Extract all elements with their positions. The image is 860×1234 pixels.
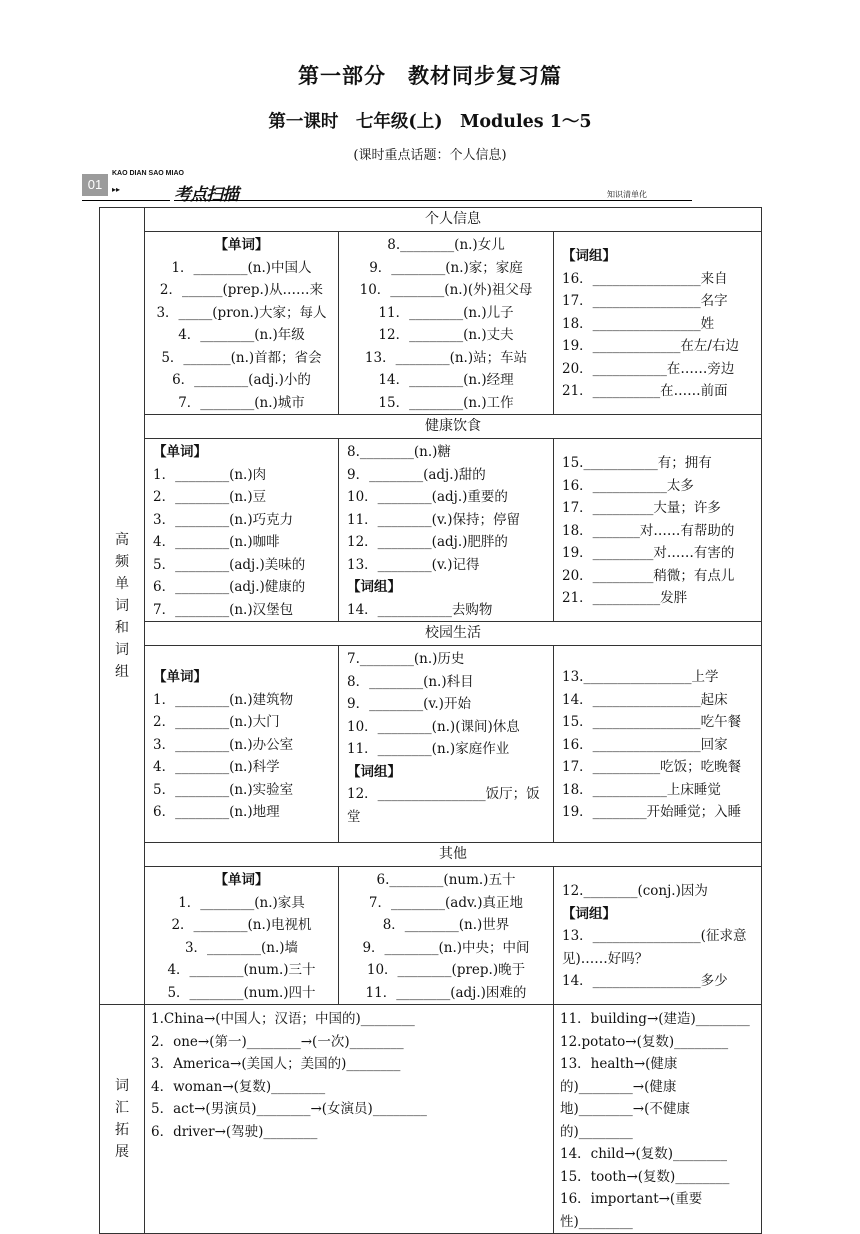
vocab-item: 20．___________在……旁边 [562,360,735,377]
vocab-item: 11．________(adj.)困难的 [365,984,527,1001]
expansion-item: 2．one→(第一)________→(一次)________ [151,1033,404,1050]
section-column [145,867,339,1005]
side-label-vocabulary-expansion: 词 汇 拓 展 [100,1005,145,1234]
vocab-item: 1．________(n.)家具 [178,894,305,911]
category-label: 【词组】 [347,579,401,595]
vocab-item: 19．_____________在左/右边 [562,338,739,355]
section-column [339,867,554,1005]
vocab-item: 3．________(n.)巧克力 [153,511,294,528]
vocab-item: 7.________(n.)历史 [347,651,465,667]
banner-divider [82,200,170,201]
vocab-item: 1．________(n.)中国人 [171,259,312,276]
vocab-item: 10．________(adj.)重要的 [347,489,508,505]
vocab-item: 5．________(n.)实验室 [153,781,294,798]
vocab-item: 9．________(v.)开始 [347,696,471,712]
section-heading: 个人信息 [145,208,762,232]
vocab-item: 16．________________回家 [562,736,728,753]
category-label: 【词组】 [347,763,401,780]
expansion-item: 5．act→(男演员)________→(女演员)________ [151,1101,427,1117]
category-label: 【单词】 [153,669,207,686]
section-banner [82,170,692,204]
vocab-item: 14．________________起床 [562,691,728,708]
vocab-item: 9．________(n.)中央；中间 [362,939,530,956]
banner-title: 考点扫描 [174,185,238,205]
vocab-item: 13．________(n.)站；车站 [364,349,528,366]
vocab-item: 4．________(n.)咖啡 [153,534,280,550]
vocab-item: 5．________(adj.)美味的 [153,556,306,573]
vocab-item: 11．________(n.)儿子 [378,304,514,321]
vocab-item: 15.___________有；拥有 [562,455,712,472]
section-heading: 其他 [145,843,762,867]
vocab-item: 8．________(n.)世界 [382,917,510,933]
side-label-high-frequency: 高 频 单 词 和 词 组 [100,208,145,1005]
vocab-item: 2．________(n.)大门 [153,714,280,731]
vocab-item: 12.________(conj.)因为 [562,883,708,900]
vocab-item: 1．________(n.)建筑物 [153,691,294,708]
banner-tag: 知识清单化 [607,190,647,199]
expansion-item: 16．important→(重要性)________ [560,1191,703,1230]
vocab-item: 2．________(n.)电视机 [171,917,312,933]
expansion-column-left [145,1005,554,1234]
vocab-item: 15．________(n.)工作 [378,394,514,411]
category-label: 【单词】 [214,872,269,888]
lesson-title: 第一课时 七年级(上) Modules 1～5 [268,112,592,132]
vocab-item: 5．________(num.)四十 [167,984,316,1001]
section-heading: 校园生活 [145,622,762,646]
section-heading: 健康饮食 [145,415,762,439]
vocab-item: 7．________(n.)城市 [178,394,305,411]
section-column [554,867,762,1005]
category-label: 【词组】 [562,248,616,265]
expansion-item: 13．health→(健康的)________→(健康地)________→(不健康的)________ [560,1056,690,1140]
vocab-item: 4．________(n.)科学 [153,759,280,776]
section-column [339,232,554,415]
vocab-item: 11．________(v.)保持；停留 [347,511,521,528]
expansion-item: 12.potato→(复数)________ [560,1033,729,1050]
vocab-item: 16．________________来自 [562,270,728,287]
vocabulary-table [99,207,762,1234]
section-column [145,646,339,843]
vocab-item: 13．________(v.)记得 [347,556,480,573]
vocab-item: 7．________(adv.)真正地 [368,894,524,911]
expansion-item: 4．woman→(复数)________ [151,1078,326,1095]
vocab-item: 14．________________多少 [562,973,728,990]
expansion-column-right [554,1005,762,1234]
expansion-item: 3．America→(美国人；美国的)________ [151,1056,401,1072]
vocab-item: 1．________(n.)肉 [153,466,267,483]
vocab-item: 18．________________姓 [562,315,715,332]
vocab-item: 15．________________吃午餐 [562,714,742,731]
page-title: 第一部分 教材同步复习篇 [298,63,562,88]
banner-pinyin: KAO DIAN SAO MIAO [112,170,184,177]
vocab-item: 16．___________太多 [562,477,694,494]
vocab-item: 11．________(n.)家庭作业 [347,741,510,757]
section-column [554,646,762,843]
vocab-item: 21．__________发胖 [562,590,688,607]
vocab-item: 13.________________上学 [562,669,719,686]
section-column [554,439,762,622]
vocab-item: 12．________(adj.)肥胖的 [347,534,508,550]
vocab-item: 14．________(n.)经理 [378,372,514,388]
vocab-item: 4．________(n.)年级 [178,327,305,343]
vocab-item: 8．________(n.)科目 [347,673,474,690]
vocab-item: 10．________(prep.)晚于 [366,962,526,978]
vocab-item: 13．________________(征求意见)……好吗？ [562,928,747,967]
vocab-item: 12．________(n.)丈夫 [378,327,514,343]
expansion-item: 14．child→(复数)________ [560,1146,728,1162]
vocab-item: 6．________(n.)地理 [153,804,280,821]
vocab-item: 17．__________吃饭；吃晚餐 [562,759,742,776]
vocab-item: 3．_____(pron.)大家；每人 [156,304,327,321]
vocab-item: 3．________(n.)办公室 [153,736,294,753]
category-label: 【单词】 [214,237,269,253]
vocab-item: 7．________(n.)汉堡包 [153,601,294,618]
topic-subtitle: (课时重点话题：个人信息) [353,148,507,163]
section-number: 01 [82,174,108,196]
vocab-item: 10．________(n.)(课间)休息 [347,718,520,735]
double-arrow-icon: ▸▸ [112,185,121,194]
expansion-item: 15．tooth→(复数)________ [560,1168,730,1185]
vocab-item: 5．_______(n.)首都；省会 [161,349,322,366]
vocab-item: 17．________________名字 [562,293,728,310]
vocab-item: 6．________(adj.)小的 [172,372,311,388]
section-column [145,232,339,415]
expansion-item: 11．building→(建造)________ [560,1011,750,1027]
vocab-item: 18．___________上床睡觉 [562,781,721,798]
category-label: 【词组】 [562,905,616,922]
section-column [339,439,554,622]
vocab-item: 3．________(n.)墙 [184,939,299,956]
vocab-item: 8.________(n.)女儿 [387,237,505,253]
vocab-item: 12．________________饭厅；饭堂 [347,786,540,825]
vocab-item: 2．______(prep.)从……来 [159,282,324,298]
vocab-item: 19．________开始睡觉；入睡 [562,804,742,821]
expansion-item: 1.China→(中国人；汉语；中国的)________ [151,1011,415,1027]
section-column [554,232,762,415]
vocab-item: 6.________(num.)五十 [376,872,516,888]
vocab-item: 20．_________稍微；有点儿 [562,567,735,584]
banner-divider [174,200,692,201]
vocab-item: 10．________(n.)(外)祖父母 [359,282,533,298]
vocab-item: 8.________(n.)糖 [347,444,451,460]
vocab-item: 2．________(n.)豆 [153,489,267,505]
vocab-item: 6．________(adj.)健康的 [153,579,306,595]
vocab-item: 21．__________在……前面 [562,383,728,400]
vocab-item: 17．_________大量；许多 [562,500,721,517]
vocab-item: 19．_________对……有害的 [562,545,735,562]
vocab-item: 9．________(adj.)甜的 [347,466,486,483]
section-column [339,646,554,843]
vocab-item: 4．________(num.)三十 [167,962,316,978]
expansion-item: 6．driver→(驾驶)________ [151,1123,318,1140]
section-column [145,439,339,622]
vocab-item: 18．_______对……有帮助的 [562,522,735,539]
category-label: 【单词】 [153,444,207,460]
vocab-item: 14．___________去购物 [347,601,493,618]
vocab-item: 9．________(n.)家；家庭 [369,259,523,276]
